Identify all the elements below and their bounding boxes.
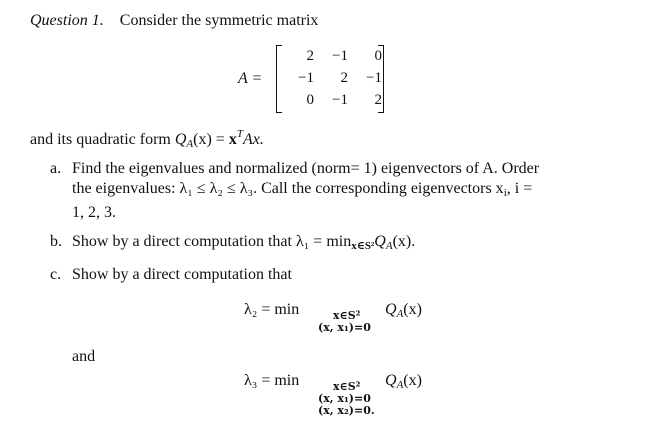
quadratic-form-line: and its quadratic form $Q_A(x) = x^TAx$. bbox=[30, 128, 264, 150]
eq-lambda2-rhs: $Q_A(x)$ bbox=[385, 301, 422, 320]
matrix-cell: −1 bbox=[298, 69, 314, 86]
question-label: Question 1. bbox=[30, 12, 104, 29]
matrix-cell: 2 bbox=[374, 91, 382, 108]
item-b: b. Show by a direct computation that $\lambda_1 = \min_{x\in S^2}Q_A(x)$. bbox=[50, 233, 416, 252]
item-a-line1: Find the eigenvalues and normalized (norm= 1) eigenvectors of A. Order bbox=[72, 160, 540, 177]
matrix-cell: 0 bbox=[374, 47, 382, 64]
eq-lambda2-constraint-2: (x, x₁)=0 bbox=[318, 321, 371, 334]
eq-lambda3-constraint-1: x∈S² bbox=[333, 380, 361, 393]
eq-lambda3-rhs: $Q_A(x)$ bbox=[385, 372, 422, 391]
item-c: c. Show by a direct computation that bbox=[50, 266, 292, 283]
matrix-cell: 0 bbox=[306, 91, 314, 108]
eq-lambda2-lhs: λ₂ = min bbox=[244, 301, 300, 318]
question-intro: Consider the symmetric matrix bbox=[119, 12, 319, 29]
right-bracket bbox=[378, 45, 384, 113]
matrix-cell: 2 bbox=[340, 69, 348, 86]
matrix-table bbox=[282, 45, 384, 111]
eq-lambda3-lhs: λ₃ = min bbox=[244, 372, 300, 389]
matrix-A bbox=[276, 45, 384, 113]
eq-lambda3-constraint-3: (x, x₂)=0. bbox=[318, 404, 375, 417]
item-a: a. Find the eigenvalues and normalized (norm= 1) eigenvectors of A. Order the eigenvalues: λ₁ ≤ λ₂ ≤ λ₃. Call the corresponding eigenvectors $x_i$, i = 1, 2, 3. bbox=[50, 160, 540, 221]
eq-lambda3-constraint-2: (x, x₁)=0 bbox=[318, 392, 371, 405]
eq-lambda2-constraint-1: x∈S² bbox=[333, 309, 361, 322]
matrix-lhs: A = bbox=[238, 70, 263, 87]
matrix-cell: −1 bbox=[366, 69, 382, 86]
and-word: and bbox=[72, 348, 96, 365]
item-a-line2: the eigenvalues: λ₁ ≤ λ₂ ≤ λ₃. Call the corresponding eigenvectors x bbox=[72, 180, 504, 197]
matrix-cell: 2 bbox=[306, 47, 314, 64]
question-header bbox=[30, 12, 318, 30]
matrix-cell: −1 bbox=[332, 47, 348, 64]
matrix-cell: −1 bbox=[332, 91, 348, 108]
item-a-line3: 1, 2, 3. bbox=[72, 204, 116, 221]
